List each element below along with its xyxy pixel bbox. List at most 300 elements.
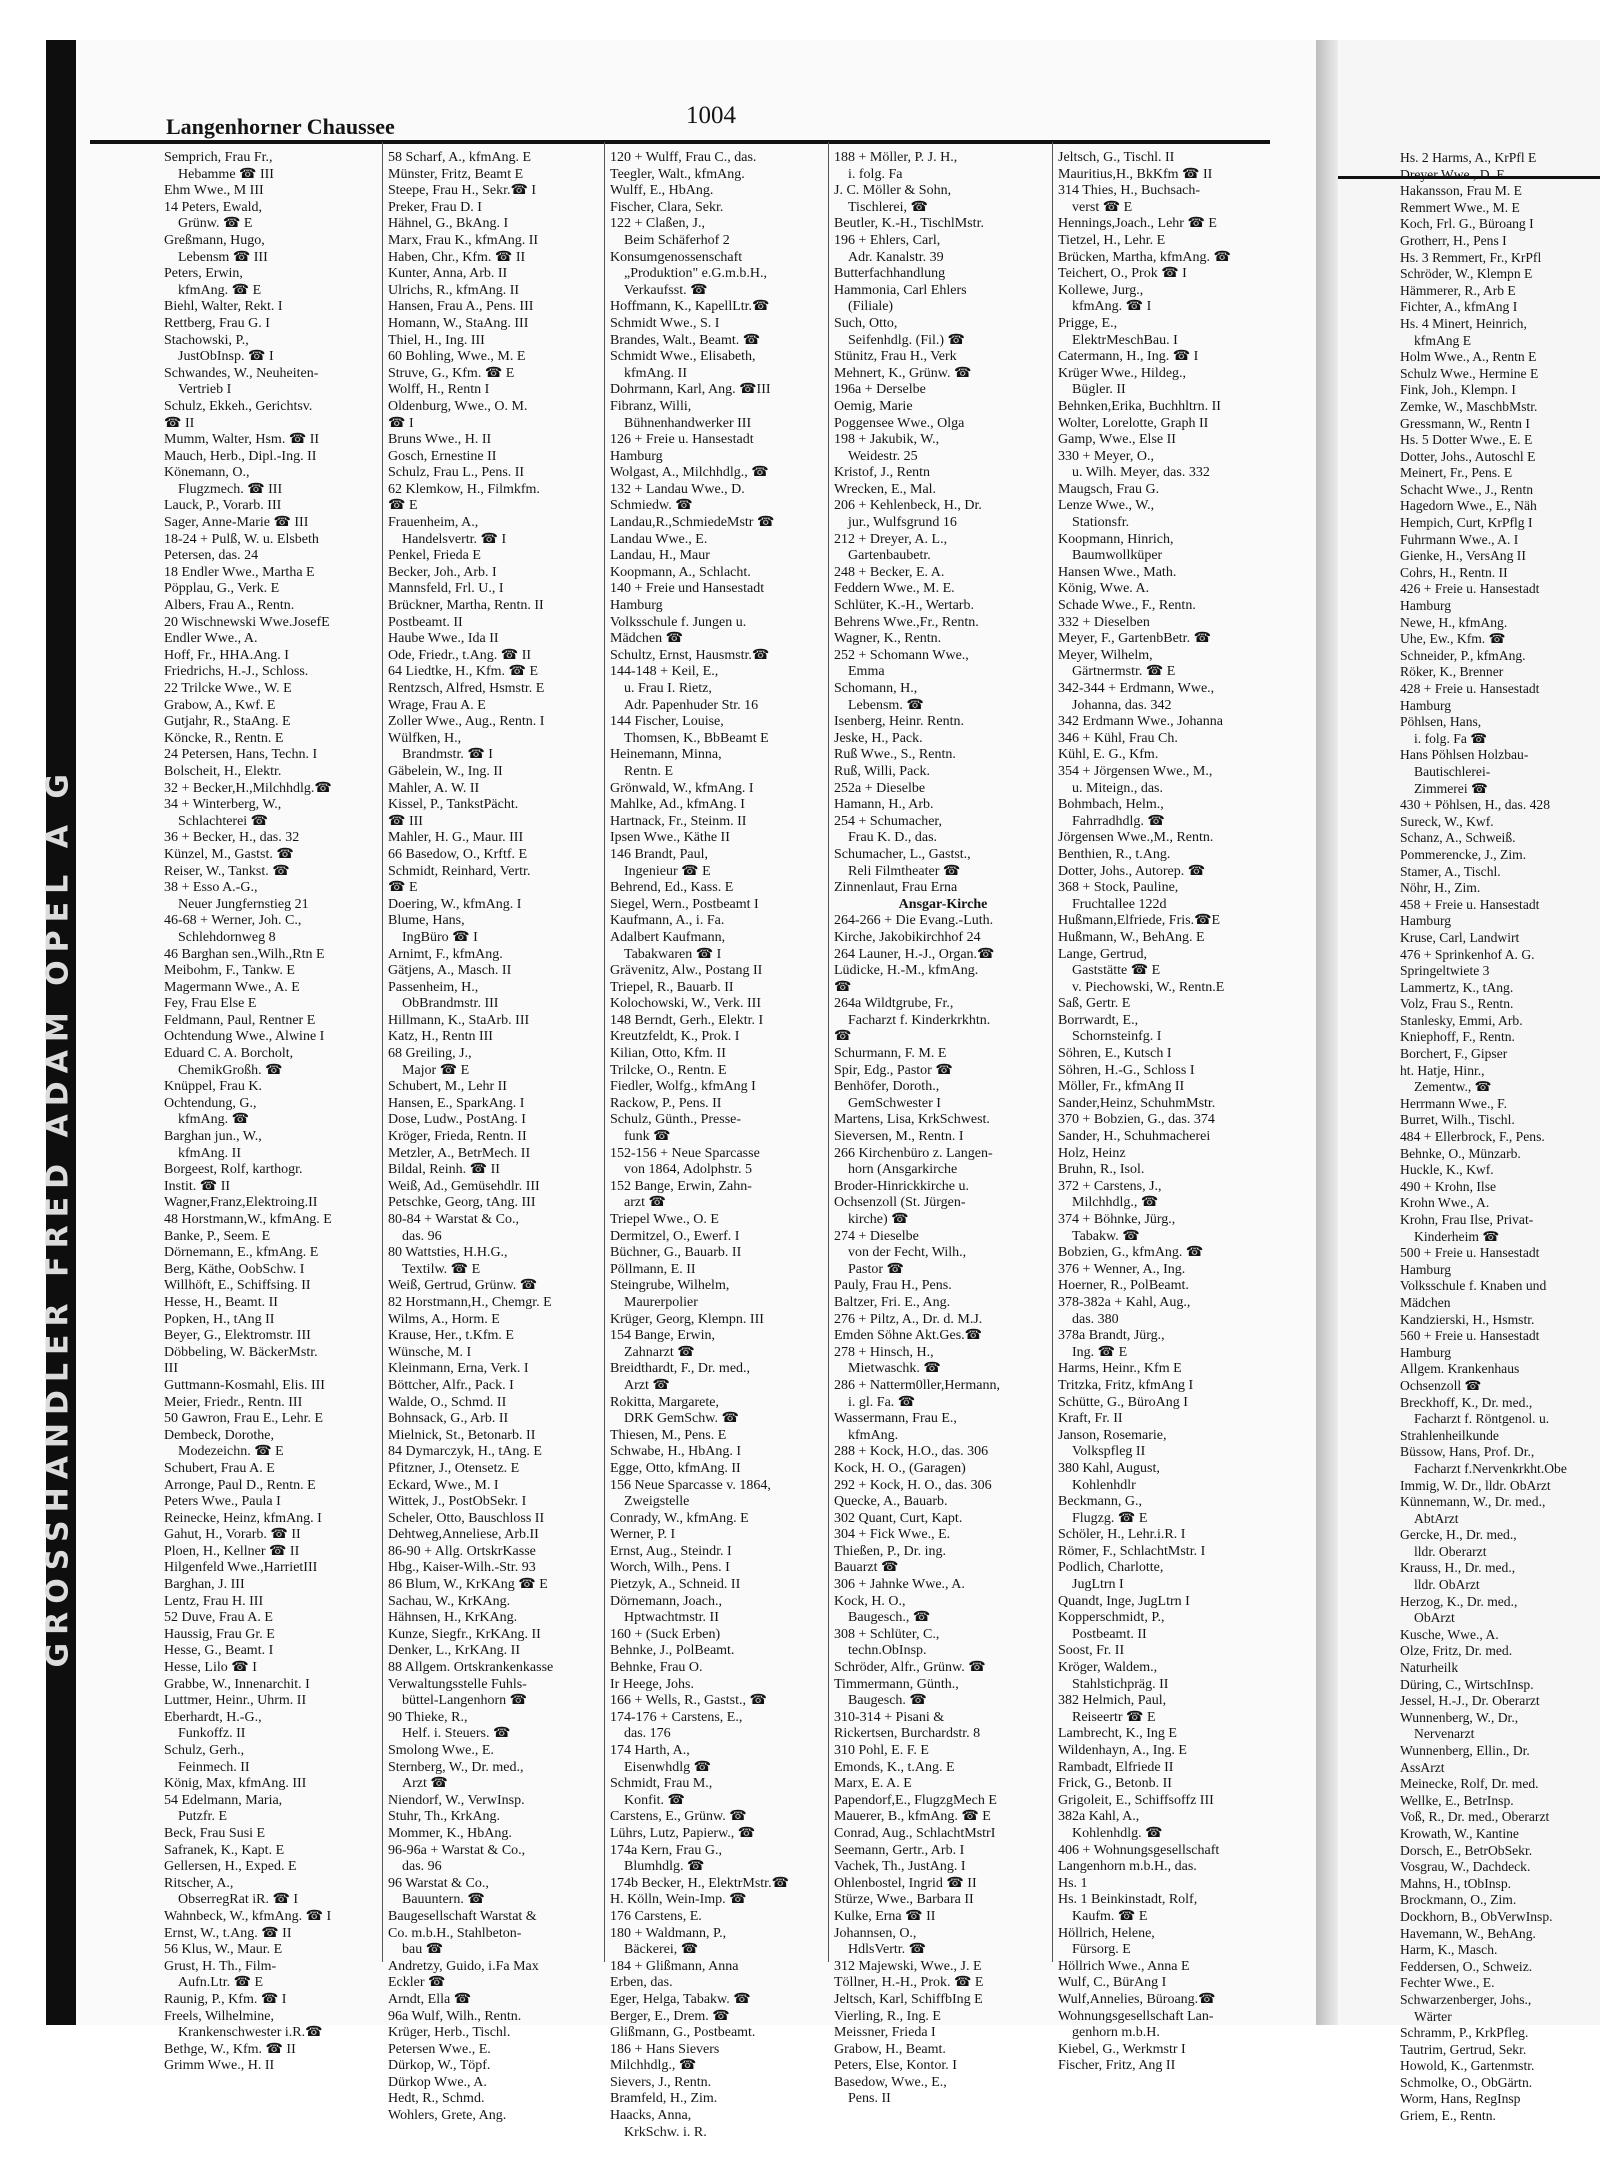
directory-entry: Hesse, G., Beamt. I <box>164 1643 274 1659</box>
directory-entry: Kock, H. O., <box>834 1593 906 1609</box>
directory-entry: Kock, H. O., (Garagen) <box>834 1460 966 1476</box>
directory-entry: Flugzg. ☎ E <box>1072 1510 1148 1526</box>
directory-entry: Hillmann, K., StaArb. III <box>388 1012 530 1028</box>
directory-entry: kfmAng. II <box>624 365 687 381</box>
directory-entry: Verkaufsst. ☎ <box>624 282 708 298</box>
directory-entry: Künnemann, W., Dr. med., <box>1400 1494 1546 1510</box>
directory-entry: Höllrich, Helene, <box>1058 1925 1155 1941</box>
directory-entry: Poggensee Wwe., Olga <box>834 415 965 431</box>
directory-entry: Grimm Wwe., H. II <box>164 2058 275 2074</box>
directory-entry: Landau Wwe., E. <box>610 531 708 547</box>
directory-entry: das. 96 <box>402 1228 442 1244</box>
directory-entry: Wunnenberg, Ellin., Dr. <box>1400 1743 1530 1758</box>
directory-entry: Scheler, Otto, Bauschloss II <box>388 1510 545 1526</box>
directory-entry: Newe, H., kfmAng. <box>1400 614 1508 630</box>
directory-entry: Maugsch, Frau G. <box>1058 481 1160 497</box>
directory-entry: 332 + Dieselben <box>1058 614 1150 630</box>
directory-entry: Fechter Wwe., E. <box>1400 1975 1495 1991</box>
directory-entry: Lentz, Frau H. III <box>164 1593 264 1609</box>
facing-page-column <box>1400 150 1600 2125</box>
directory-entry: Hamburg <box>610 598 663 614</box>
directory-entry: Seemann, Gertr., Arb. I <box>834 1842 965 1858</box>
directory-entry: von der Fecht, Wilh., <box>848 1245 967 1261</box>
directory-entry: Arnimt, F., kfmAng. <box>388 946 503 962</box>
directory-entry: Ochsenzoll (St. Jürgen- <box>834 1195 966 1211</box>
directory-entry: Wrecken, E., Mal. <box>834 481 937 497</box>
directory-entry: Fahrradhdlg. ☎ <box>1072 813 1165 829</box>
directory-entry: Kissel, P., TankstPächt. <box>388 797 519 813</box>
directory-entry: 248 + Becker, E. A. <box>834 564 945 580</box>
directory-entry: 58 Scharf, A., kfmAng. E <box>388 150 532 165</box>
directory-entry: 18 Endler Wwe., Martha E <box>164 564 315 580</box>
directory-entry: Dotter, Johs., Autoschl E <box>1400 448 1536 464</box>
directory-entry: Catermann, H., Ing. ☎ I <box>1058 349 1199 365</box>
directory-entry: Gutjahr, R., StaAng. E <box>164 714 291 730</box>
directory-entry: Feddern Wwe., M. E. <box>834 581 955 597</box>
directory-entry: Schumacher, L., Gastst., <box>834 846 971 862</box>
directory-entry: Blume, Hans, <box>388 913 465 929</box>
directory-entry: Voß, R., Dr. med., Oberarzt <box>1400 1809 1550 1825</box>
directory-entry: Landau, H., Maur <box>610 548 710 564</box>
directory-entry: Barghan jun., W., <box>164 1129 262 1145</box>
directory-entry: Passenheim, H., <box>388 979 479 995</box>
directory-entry: Kilian, Otto, Kfm. II <box>610 1046 726 1062</box>
directory-entry: Hoffmann, K., KapellLtr.☎ <box>610 299 770 315</box>
directory-entry: König, Max, kfmAng. III <box>164 1776 307 1792</box>
directory-entry: 484 + Ellerbrock, F., Pens. <box>1400 1129 1545 1145</box>
directory-entry: 372 + Carstens, J., <box>1058 1178 1162 1194</box>
directory-entry: 56 Klus, W., Maur. E <box>164 1942 283 1958</box>
directory-entry: Gienke, H., VersAng II <box>1400 548 1526 564</box>
directory-entry: Hansen, Frau A., Pens. III <box>388 299 534 315</box>
directory-entry: 46 Barghan sen.,Wilh.,Rtn E <box>164 946 325 962</box>
directory-entry: Mädchen ☎ <box>610 631 684 647</box>
directory-entry: Hempich, Curt, KrPflg I <box>1400 515 1533 531</box>
directory-entry: Baugesch., ☎ <box>848 1610 931 1626</box>
directory-entry: Helf. i. Steuers. ☎ <box>402 1726 511 1742</box>
directory-entry: Eckard, Wwe., M. I <box>388 1477 499 1493</box>
directory-entry: Sievers, J., Rentn. <box>610 2074 712 2090</box>
directory-entry: 346 + Kühl, Frau Ch. <box>1058 730 1178 746</box>
directory-entry: Meissner, Frieda I <box>834 2025 936 2041</box>
directory-entry: Vierling, R., Ing. E <box>834 2008 941 2024</box>
directory-entry: Pöpplau, G., Verk. E <box>164 581 280 597</box>
directory-entry: Meibohm, F., Tankw. E <box>164 963 295 979</box>
directory-entry: 254 + Schumacher, <box>834 813 943 829</box>
directory-entry: Fruchtallee 122d <box>1072 896 1167 912</box>
directory-entry: Schmiedw. ☎ <box>610 498 693 514</box>
directory-entry: Wittek, J., PostObSekr. I <box>388 1494 527 1510</box>
directory-entry: Facharzt f. Röntgenol. u. <box>1414 1411 1550 1427</box>
directory-entry: 264a Wildtgrube, Fr., <box>834 996 954 1012</box>
directory-entry: Thießen, P., Dr. ing. <box>834 1543 946 1559</box>
directory-entry: 122 + Claßen, J., <box>610 216 705 232</box>
directory-entry: Wagner, K., Rentn. <box>834 631 942 647</box>
directory-entry: Schlachterei ☎ <box>178 813 269 829</box>
directory-entry: ☎ <box>834 979 852 995</box>
directory-entry: Dorsch, E., BetrObSekr. <box>1400 1842 1533 1858</box>
directory-entry: 90 Thieke, R., <box>388 1709 468 1725</box>
directory-entry: Hagedorn Wwe., E., Näh <box>1400 498 1537 514</box>
directory-entry: 266 Kirchenbüro z. Langen- <box>834 1145 993 1161</box>
directory-entry: Breidthardt, F., Dr. med., <box>610 1361 751 1377</box>
directory-entry: bau ☎ <box>402 1942 444 1958</box>
directory-entry: Kruse, Carl, Landwirt <box>1400 929 1520 945</box>
directory-entry: 34 + Winterberg, W., <box>164 797 282 813</box>
directory-entry: Zweigstelle <box>624 1494 690 1510</box>
directory-entry: Isenberg, Heinr. Rentn. <box>834 714 964 730</box>
directory-entry: Such, Otto, <box>834 315 898 331</box>
directory-entry: Düring, C., WirtschInsp. <box>1400 1676 1534 1692</box>
directory-column-3 <box>610 150 828 2141</box>
directory-entry: Stamer, A., Tischl. <box>1400 863 1501 879</box>
directory-entry: lldr. Oberarzt <box>1414 1543 1487 1559</box>
directory-entry: Lauck, P., Vorarb. III <box>164 498 282 514</box>
directory-entry: Kreutzfeldt, K., Prok. I <box>610 1029 740 1045</box>
directory-entry: Kröger, Waldem., <box>1058 1660 1158 1676</box>
directory-entry: Hilgenfeld Wwe.,HarrietIII <box>164 1560 318 1576</box>
directory-entry: Schramm, P., KrkPfleg. <box>1400 2025 1529 2041</box>
directory-entry: AssArzt <box>1400 1759 1445 1775</box>
directory-entry: 46-68 + Werner, Joh. C., <box>164 913 302 929</box>
directory-entry: Dürkop, W., Töpf. <box>388 2058 491 2074</box>
directory-entry: 86-90 + Allg. OrtskrKasse <box>388 1543 536 1559</box>
directory-entry: Werner, P. I <box>610 1527 676 1543</box>
directory-entry: Fink, Joh., Klempn. I <box>1400 382 1516 398</box>
directory-entry: Kandzierski, H., Hsmstr. <box>1400 1311 1535 1327</box>
directory-entry: Höllrich Wwe., Anna E <box>1058 1958 1190 1974</box>
directory-entry: ObBrandmstr. III <box>402 996 499 1012</box>
directory-entry: Hs. 3 Remmert, Fr., KrPfl <box>1400 249 1542 265</box>
directory-entry: Postbeamt. II <box>1072 1626 1147 1642</box>
directory-entry: Modezeichn. ☎ E <box>178 1444 284 1460</box>
directory-entry: Hamburg <box>1400 1261 1452 1277</box>
directory-entry: Herzog, K., Dr. med., <box>1400 1593 1518 1609</box>
directory-entry: Haussig, Frau Gr. E <box>164 1626 275 1642</box>
directory-entry: H. Kölln, Wein-Imp. ☎ <box>610 1892 747 1908</box>
directory-entry: 184 + Glißmann, Anna <box>610 1958 739 1974</box>
directory-entry: 86 Blum, W., KrKAng ☎ E <box>388 1577 548 1593</box>
directory-entry: Uhe, Ew., Kfm. ☎ <box>1400 631 1506 647</box>
directory-entry: Dehtweg,Anneliese, Arb.II <box>388 1527 539 1543</box>
directory-entry: Tietzel, H., Lehr. E <box>1058 232 1166 248</box>
directory-entry: Büchner, G., Bauarb. II <box>610 1245 742 1261</box>
directory-entry: 368 + Stock, Pauline, <box>1058 880 1179 896</box>
directory-entry: arzt ☎ <box>624 1195 666 1211</box>
directory-entry: 24 Petersen, Hans, Techn. I <box>164 747 318 763</box>
directory-entry: Tabakw. ☎ <box>1072 1228 1140 1244</box>
directory-entry: Triepel Wwe., O. E <box>610 1212 719 1227</box>
directory-entry: Kniephoff, F., Rentn. <box>1400 1029 1515 1045</box>
directory-entry: Strahlenheilkunde <box>1400 1427 1499 1443</box>
directory-entry: Rokitta, Margarete, <box>610 1394 719 1410</box>
directory-entry: Ode, Friedr., t.Ang. ☎ II <box>388 647 532 663</box>
directory-entry: Jessel, H.-J., Dr. Oberarzt <box>1400 1693 1540 1709</box>
directory-entry: 66 Basedow, O., Krftf. E <box>388 846 528 862</box>
directory-entry: Wulf,Annelies, Büroang.☎ <box>1058 1991 1216 2007</box>
directory-entry: Meyer, F., GartenbBetr. ☎ <box>1058 631 1212 647</box>
directory-entry: 174-176 + Carstens, E., <box>610 1709 743 1725</box>
directory-entry: Jeltsch, Karl, SchiffbIng E <box>834 1991 983 2007</box>
directory-entry: Ploen, H., Kellner ☎ II <box>164 1543 300 1559</box>
directory-entry: horn (Ansgarkirche <box>848 1162 958 1178</box>
directory-entry: Sieversen, M., Rentn. I <box>834 1129 964 1145</box>
directory-entry: Worch, Wilh., Pens. I <box>610 1560 730 1576</box>
directory-entry: Heinemann, Minna, <box>610 747 722 763</box>
directory-entry: 330 + Meyer, O., <box>1058 448 1154 464</box>
directory-entry: Hs. 4 Minert, Heinrich, <box>1400 315 1527 331</box>
directory-entry: 140 + Freie und Hansestadt <box>610 581 765 597</box>
directory-entry: Struve, G., Kfm. ☎ E <box>388 365 515 381</box>
directory-entry: Naturheilk <box>1400 1660 1459 1676</box>
directory-entry: Langenhorn m.b.H., das. <box>1058 1859 1197 1875</box>
directory-entry: Harms, Heinr., Kfm E <box>1058 1361 1182 1377</box>
directory-entry: Hennings,Joach., Lehr ☎ E <box>1058 216 1217 232</box>
directory-entry: Facharzt f. Kinderkrkhtn. <box>848 1012 991 1028</box>
directory-entry: AbtArzt <box>1414 1510 1459 1526</box>
directory-entry: 490 + Krohn, Ilse <box>1400 1178 1497 1194</box>
directory-entry: Fibranz, Willi, <box>610 398 692 414</box>
directory-entry: Wolter, Lorelotte, Graph II <box>1058 415 1209 431</box>
directory-entry: Herrmann Wwe., F. <box>1400 1095 1508 1111</box>
directory-entry: Hähnsen, H., KrKAng. <box>388 1610 518 1626</box>
directory-entry: Schwabe, H., HbAng. I <box>610 1444 742 1460</box>
directory-entry: Pietzyk, A., Schneid. II <box>610 1577 741 1593</box>
directory-entry: Schulz, Gerh., <box>164 1743 245 1758</box>
directory-entry: König, Wwe. A. <box>1058 581 1150 597</box>
directory-entry: Zemke, W., MaschbMstr. <box>1400 398 1538 414</box>
directory-entry: Carstens, E., Grünw. ☎ <box>610 1809 747 1825</box>
directory-entry: 252a + Dieselbe <box>834 780 926 796</box>
directory-entry: Harm, K., Masch. <box>1400 1942 1498 1958</box>
directory-entry: Saß, Gertr. E <box>1058 996 1131 1012</box>
directory-entry: Stanlesky, Emmi, Arb. <box>1400 1012 1523 1028</box>
directory-entry: Rettberg, Frau G. I <box>164 315 270 331</box>
directory-entry: Hamburg <box>610 448 663 464</box>
directory-entry: Schulz, Günth., Presse- <box>610 1112 742 1128</box>
directory-entry: Dermitzel, O., Ewerf. I <box>610 1228 740 1244</box>
directory-entry: Landau,R.,SchmiedeMstr ☎ <box>610 515 775 531</box>
directory-entry: Lebensm. ☎ <box>848 697 924 713</box>
directory-entry: Wagner,Franz,Elektroing.II <box>164 1195 318 1211</box>
directory-entry: Wolff, H., Rentn I <box>388 382 490 398</box>
directory-entry: 264-266 + Die Evang.-Luth. <box>834 913 994 929</box>
directory-entry: ☎ III <box>388 813 423 829</box>
directory-entry: ☎ E <box>388 880 418 896</box>
directory-entry: Soost, Fr. II <box>1058 1643 1125 1659</box>
directory-entry: Janson, Rosemarie, <box>1058 1427 1167 1443</box>
directory-entry: Behnke, Frau O. <box>610 1660 703 1676</box>
directory-entry: 458 + Freie u. Hansestadt <box>1400 896 1540 912</box>
directory-entry: Papendorf,E., FlugzgMech E <box>834 1792 997 1808</box>
directory-entry: Greßmann, Hugo, <box>164 232 265 248</box>
directory-entry: Wärter <box>1414 2008 1452 2024</box>
directory-entry: Safranek, K., Kapt. E <box>164 1842 285 1858</box>
directory-entry: Schulz, Ekkeh., Gerichtsv. <box>164 398 313 414</box>
directory-entry: Sander,Heinz, SchuhmMstr. <box>1058 1095 1216 1111</box>
directory-entry: Krohn Wwe., A. <box>1400 1195 1490 1211</box>
directory-entry: Aufn.Ltr. ☎ E <box>178 1975 264 1991</box>
directory-entry: 48 Horstmann,W., kfmAng. E <box>164 1212 332 1227</box>
directory-entry: Ulrichs, R., kfmAng. II <box>388 282 520 298</box>
directory-entry: von 1864, Adolphstr. 5 <box>624 1162 752 1178</box>
directory-entry: Krause, Her., t.Kfm. E <box>388 1328 514 1344</box>
directory-entry: Ohlenbostel, Ingrid ☎ II <box>834 1875 977 1891</box>
directory-entry: ☎ E <box>388 498 418 514</box>
directory-entry: Schomann, H., <box>834 681 918 696</box>
directory-entry: kfmAng. ☎ I <box>1072 299 1152 315</box>
directory-entry: Immig, W. Dr., lldr. ObArzt <box>1400 1477 1551 1493</box>
directory-entry: Stünitz, Frau H., Verk <box>834 349 957 365</box>
directory-entry: Wohlers, Grete, Ang. <box>388 2108 507 2124</box>
directory-entry: 274 + Dieselbe <box>834 1228 919 1244</box>
directory-entry: Emden Söhne Akt.Ges.☎ <box>834 1328 983 1344</box>
directory-entry: Breckhoff, K., Dr. med., <box>1400 1394 1533 1410</box>
directory-entry: Schmidt, Reinhard, Vertr. <box>388 863 531 879</box>
directory-entry: 286 + Natterm0ller,Hermann, <box>834 1377 1000 1393</box>
directory-entry: Gosch, Ernestine II <box>388 448 497 464</box>
directory-entry: Zoller Wwe., Aug., Rentn. I <box>388 714 545 730</box>
directory-entry: ElektrMeschBau. I <box>1072 332 1178 348</box>
directory-entry: 18-24 + Pulß, W. u. Elsbeth <box>164 531 319 547</box>
directory-entry: Ochtendung Wwe., Alwine I <box>164 1029 325 1045</box>
directory-entry: u. Wilh. Meyer, das. 332 <box>1072 465 1210 481</box>
directory-entry: Petschke, Georg, tAng. III <box>388 1195 536 1211</box>
directory-entry: Trilcke, O., Rentn. E <box>610 1062 727 1078</box>
directory-entry: kfmAng E <box>1414 332 1472 348</box>
directory-entry: Petersen, das. 24 <box>164 548 259 564</box>
directory-entry: Volksschule f. Knaben und <box>1400 1278 1547 1294</box>
directory-entry: Milchhdlg., ☎ <box>610 2058 697 2074</box>
directory-entry: büttel-Langenhorn ☎ <box>402 1693 528 1709</box>
directory-entry: Bauarzt ☎ <box>834 1560 899 1576</box>
directory-entry: Köncke, R., Rentn. E <box>164 730 284 746</box>
directory-entry: Beutler, K.-H., TischlMstr. <box>834 216 984 232</box>
directory-entry: Adr. Kanalstr. 39 <box>848 249 944 265</box>
directory-entry: Beyer, G., Elektromstr. III <box>164 1328 311 1344</box>
directory-entry: Grönwald, W., kfmAng. I <box>610 780 754 796</box>
directory-entry: Fürsorg. E <box>1072 1942 1131 1958</box>
directory-entry: Ir Heege, Johs. <box>610 1676 694 1692</box>
directory-entry: Ing. ☎ E <box>1072 1344 1128 1360</box>
directory-entry: Walde, O., Schmd. II <box>388 1394 507 1410</box>
directory-entry: Jeltsch, G., Tischl. II <box>1058 150 1175 165</box>
directory-entry: Hoff, Fr., HHA.Ang. I <box>164 647 289 663</box>
directory-entry: Dotter, Johs., Autorep. ☎ <box>1058 863 1206 879</box>
directory-entry: Zinnenlaut, Frau Erna <box>834 880 958 896</box>
directory-entry: Emma <box>848 664 885 680</box>
directory-entry: Volkspfleg II <box>1072 1444 1146 1460</box>
directory-entry: Quandt, Inge, JugLtrn I <box>1058 1593 1190 1609</box>
directory-entry: Mahler, A. W. II <box>388 780 480 796</box>
directory-entry: Schulz, Frau L., Pens. II <box>388 465 525 481</box>
directory-entry: Barghan, J. III <box>164 1577 245 1593</box>
directory-entry: Conrad, Aug., SchlachtMstrI <box>834 1825 996 1841</box>
directory-entry: Hs. 5 Dotter Wwe., E. E <box>1400 432 1533 448</box>
directory-entry: Katz, H., Rentn III <box>388 1029 493 1045</box>
directory-entry: Niendorf, W., VerwInsp. <box>388 1792 525 1808</box>
directory-entry: 32 + Becker,H.,Milchhdlg.☎ <box>164 780 332 796</box>
directory-entry: Gamp, Wwe., Else II <box>1058 432 1176 448</box>
directory-entry: Stuhr, Th., KrkAng. <box>388 1809 500 1825</box>
directory-entry: Stationsfr. <box>1072 515 1130 531</box>
directory-entry: Kohlenhdlr <box>1072 1477 1136 1493</box>
directory-entry: Koch, Frl. G., Büroang I <box>1400 216 1534 232</box>
directory-entry: Semprich, Frau Fr., <box>164 150 273 165</box>
directory-entry: Grünw. ☎ E <box>178 216 253 232</box>
directory-entry: Bramfeld, H., Zim. <box>610 2091 718 2107</box>
directory-entry: Broder-Hinrickkirche u. <box>834 1178 970 1194</box>
directory-entry: 152-156 + Neue Sparcasse <box>610 1145 760 1161</box>
directory-entry: Kröger, Frieda, Rentn. II <box>388 1129 527 1145</box>
directory-entry: Verwaltungsstelle Fuhls- <box>388 1676 527 1692</box>
directory-entry: Kolochowski, W., Verk. III <box>610 996 762 1012</box>
directory-entry: Mommer, K., HbAng. <box>388 1825 512 1841</box>
directory-entry: 378a Brandt, Jürg., <box>1058 1328 1165 1344</box>
directory-entry: Ritscher, A., <box>164 1875 234 1891</box>
directory-column-1 <box>164 150 382 2075</box>
directory-entry: kfmAng. ☎ <box>178 1112 250 1128</box>
directory-entry: Sternberg, W., Dr. med., <box>388 1759 524 1775</box>
directory-entry: Hesse, Lilo ☎ I <box>164 1660 257 1676</box>
directory-entry: ☎ II <box>164 415 195 431</box>
directory-entry: Vertrieb I <box>178 382 232 398</box>
directory-entry: 560 + Freie u. Hansestadt <box>1400 1328 1540 1344</box>
directory-entry: Freels, Wilhelmine, <box>164 2008 274 2024</box>
directory-entry: 382a Kahl, A., <box>1058 1809 1140 1825</box>
directory-entry: Blumhdlg. ☎ <box>624 1859 705 1875</box>
directory-entry: jur., Wulfsgrund 16 <box>848 515 957 531</box>
directory-entry: 144 Fischer, Louise, <box>610 714 724 730</box>
directory-entry: 84 Dymarczyk, H., tAng. E <box>388 1444 542 1460</box>
directory-entry: Schlüter, K.-H., Wertarb. <box>834 598 974 614</box>
directory-entry: Banke, P., Seem. E <box>164 1228 271 1244</box>
directory-entry: Pöllmann, E. II <box>610 1261 696 1277</box>
directory-entry: 88 Allgem. Ortskrankenkasse <box>388 1660 554 1676</box>
directory-entry: Putzfr. E <box>178 1809 227 1825</box>
directory-entry: 52 Duve, Frau A. E <box>164 1610 273 1626</box>
directory-entry: 82 Horstmann,H., Chemgr. E <box>388 1294 552 1310</box>
directory-entry: Wünsche, M. I <box>388 1344 472 1360</box>
directory-entry: 342 Erdmann Wwe., Johanna <box>1058 714 1223 730</box>
directory-entry: Milchhdlg., ☎ <box>1072 1195 1159 1211</box>
directory-entry: 54 Edelmann, Maria, <box>164 1792 283 1808</box>
directory-entry: Allgem. Krankenhaus <box>1400 1361 1520 1377</box>
directory-entry: 174 Harth, A., <box>610 1743 690 1758</box>
directory-entry: Stachowski, P., <box>164 332 249 348</box>
directory-entry: Gahut, H., Vorarb. ☎ II <box>164 1527 301 1543</box>
directory-entry: Ruß Wwe., S., Rentn. <box>834 747 956 763</box>
directory-entry: Fiedler, Wolfg., kfmAng I <box>610 1079 756 1095</box>
directory-entry: 370 + Bobzien, G., das. 374 <box>1058 1112 1215 1128</box>
directory-entry: Denker, L., KrKAng. II <box>388 1643 521 1659</box>
directory-entry: Ruß, Willi, Pack. <box>834 763 931 779</box>
directory-entry: Jörgensen Wwe.,M., Rentn. <box>1058 830 1214 846</box>
directory-entry: Havemann, W., BehAng. <box>1400 1925 1536 1941</box>
directory-entry: 430 + Pöhlsen, H., das. 428 <box>1400 797 1551 813</box>
directory-entry: Rentzsch, Alfred, Hsmstr. E <box>388 681 545 696</box>
directory-entry: 80 Wattsties, H.H.G., <box>388 1245 508 1261</box>
directory-entry: Albers, Frau A., Rentn. <box>164 598 295 614</box>
directory-entry: Schwandes, W., Neuheiten- <box>164 365 319 381</box>
directory-entry: 96-96a + Warstat & Co., <box>388 1842 526 1858</box>
directory-entry: Dose, Ludw., PostAng. I <box>388 1112 526 1128</box>
directory-entry: Schröder, Alfr., Grünw. ☎ <box>834 1660 986 1676</box>
directory-entry: Hämmerer, R., Arb E <box>1400 282 1516 298</box>
directory-entry: Eckler ☎ <box>388 1975 446 1991</box>
directory-entry: Eberhardt, H.-G., <box>164 1709 262 1725</box>
directory-entry: Weiß, Gertrud, Grünw. ☎ <box>388 1278 538 1294</box>
